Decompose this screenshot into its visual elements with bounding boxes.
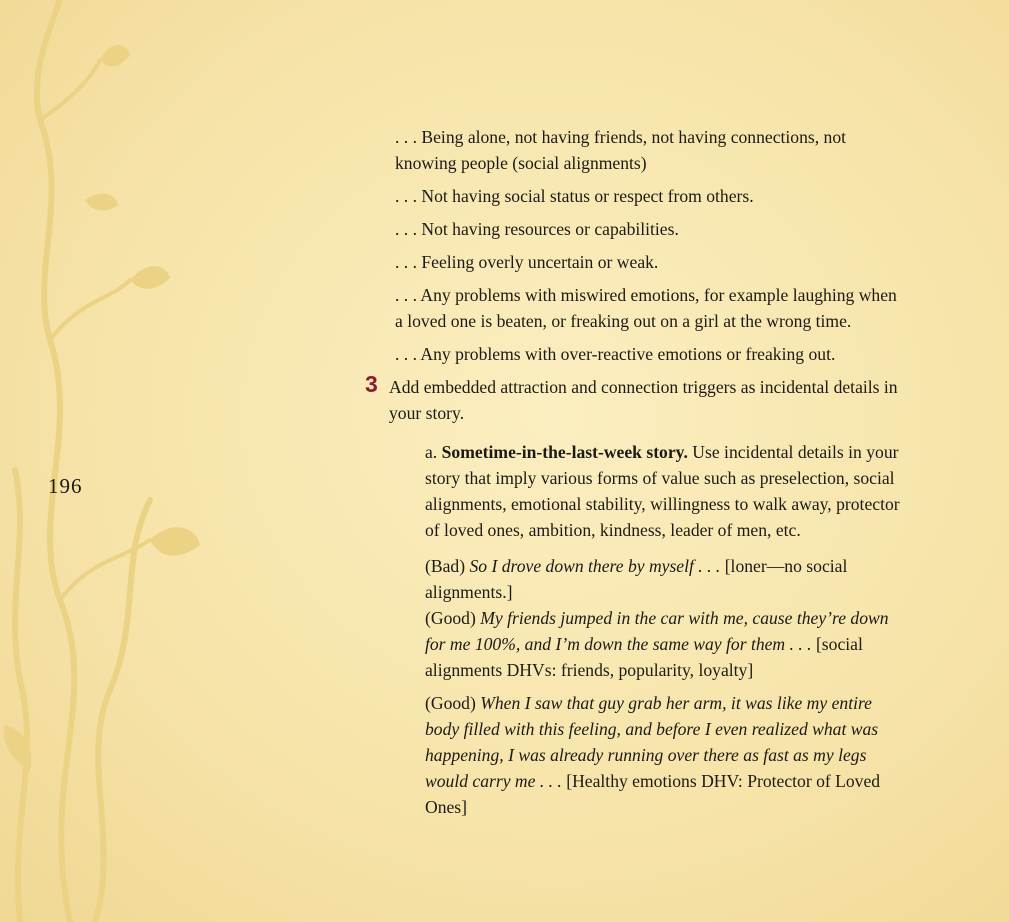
step-number: 3	[365, 371, 378, 397]
bullet-item: . . . Any problems with over-reactive emotions or freaking out.	[395, 344, 836, 364]
subitem-letter: a.	[425, 442, 438, 462]
subitem-paragraph	[425, 439, 905, 543]
example-note: [loner—no social alignments.]	[425, 556, 848, 602]
page-content	[365, 124, 905, 827]
example-note: [Healthy emotions DHV: Protector of Loved Ones]	[425, 771, 881, 817]
examples	[425, 553, 905, 820]
bullet-item: . . . Being alone, not having friends, not having connections, not knowing people (social alignments)	[395, 127, 847, 173]
subitem-text: Use incidental details in your story that imply various forms of value such as preselection, social alignments, emotional stability, willingness to walk away, protector of loved ones, ambition, kindness, leader of men, etc.	[425, 442, 900, 540]
example-quote: So I drove down there by myself . . .	[469, 556, 721, 576]
example-block	[425, 553, 905, 683]
bullet-item: . . . Not having resources or capabilities.	[395, 219, 679, 239]
bullet-item: . . . Feeling overly uncertain or weak.	[395, 252, 659, 272]
example-label: (Good)	[425, 608, 476, 628]
subitem-title: Sometime-in-the-last-week story.	[441, 442, 688, 462]
example-label: (Good)	[425, 693, 476, 713]
page-number: 196	[48, 474, 83, 498]
example-line	[425, 553, 905, 605]
example-line	[425, 605, 905, 683]
example-line	[425, 690, 905, 820]
example-label: (Bad)	[425, 556, 466, 576]
step-text: Add embedded attraction and connection triggers as incidental details in your story.	[389, 377, 898, 423]
example-note: [social alignments DHVs: friends, popularity, loyalty]	[425, 634, 863, 680]
vine-ornament-icon	[0, 0, 230, 922]
example-quote: When I saw that guy grab her arm, it was like my entire body filled with this feeling, and before I even realized what was happening, I was already running over there as fast as my legs would carry me . . .	[425, 693, 879, 791]
step-3	[365, 371, 905, 426]
example-block	[425, 690, 905, 820]
example-quote: My friends jumped in the car with me, cause they’re down for me 100%, and I’m down the same way for them . . .	[425, 608, 889, 654]
bullet-item: . . . Not having social status or respect from others.	[395, 186, 754, 206]
subitem-a	[425, 439, 905, 543]
bullet-item: . . . Any problems with miswired emotions, for example laughing when a loved one is beaten, or freaking out on a girl at the wrong time.	[395, 285, 897, 331]
